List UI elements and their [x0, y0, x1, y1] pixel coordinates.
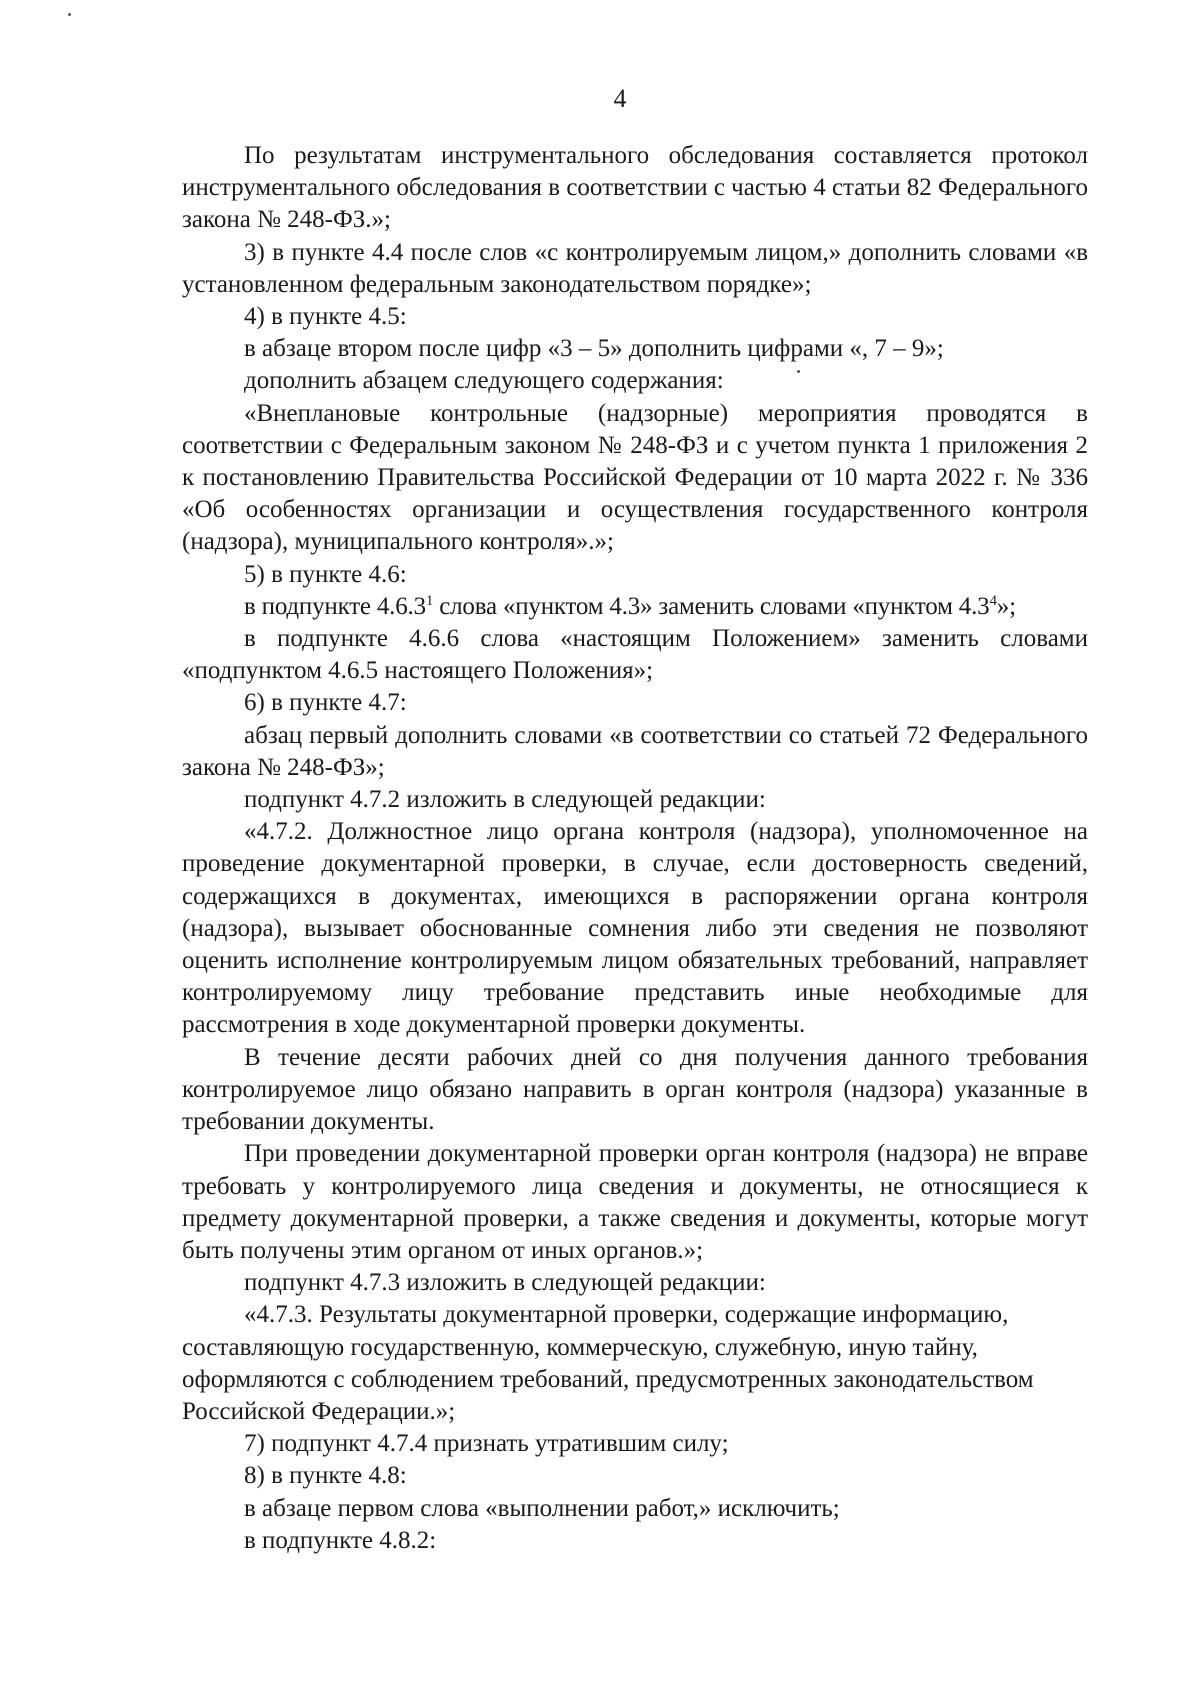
paragraph: В течение десяти рабочих дней со дня получения данного требования контролируемое лицо обязано направить в орган контроля (надзора) указанные в требовании документы. — [182, 1043, 1088, 1136]
superscript: 4 — [989, 592, 997, 609]
page-number: 4 — [613, 84, 627, 113]
scan-speck — [68, 13, 71, 16]
paragraph: «Внеплановые контрольные (надзорные) мероприятия проводятся в соответствии с Федеральным законом № 248-ФЗ и с учетом пункта 1 приложения 2 к постановлению Правительства Российской Федерации от 10 марта 2022 г. № 336 «Об особенностях организации и осуществления государственного контроля (надзора), муниципального контроля».»; — [182, 399, 1088, 556]
paragraph: 4) в пункте 4.5: — [244, 303, 407, 331]
paragraph: «4.7.2. Должностное лицо органа контроля (надзора), уполномоченное на проведение документарной проверки, в случае, если достоверность сведений, содержащихся в документах, имеющихся в распоряжении органа контроля (надзора), вызывает обоснованные сомнения либо эти сведения не позволяют оценить исполнение контролируемым лицом обязательных требований, направляет контролируемому лицу требование представить иные необходимые для рассмотрения в ходе документарной проверки документы. — [182, 818, 1088, 1039]
text-fragment: »; — [996, 592, 1016, 620]
paragraph: 6) в пункте 4.7: — [244, 689, 407, 717]
paragraph: подпункт 4.7.2 изложить в следующей редакции: — [244, 786, 766, 814]
paragraph: При проведении документарной проверки орган контроля (надзора) не вправе требовать у контролируемого лица сведения и документы, не относящиеся к предмету документарной проверки, а также сведения и документы, которые могут быть получены этим органом от иных органов.»; — [182, 1140, 1088, 1264]
paragraph: в абзаце первом слова «выполнении работ,» исключить; — [244, 1494, 840, 1522]
paragraph: дополнить абзацем следующего содержания: — [244, 367, 724, 395]
paragraph: в подпункте 4.8.2: — [244, 1526, 437, 1554]
paragraph: абзац первый дополнить словами «в соответствии со статьей 72 Федерального закона № 248-ФЗ»; — [182, 721, 1088, 781]
paragraph: 8) в пункте 4.8: — [244, 1462, 407, 1490]
paragraph — [182, 591, 1088, 623]
paragraph: 5) в пункте 4.6: — [244, 560, 407, 588]
text-fragment: слова «пунктом 4.3» заменить словами «пунктом 4.3 — [433, 592, 990, 620]
paragraph: подпункт 4.7.3 изложить в следующей редакции: — [244, 1269, 766, 1297]
paragraph: «4.7.3. Результаты документарной проверки, содержащие информацию, составляющую государственную, коммерческую, служебную, иную тайну, оформляются с соблюдением требований, предусмотренных законодательством Российской Федерации.»; — [182, 1301, 1034, 1425]
text-fragment: в подпункте 4.6.3 — [244, 592, 426, 620]
paragraph: в абзаце втором после цифр «3 – 5» дополнить цифрами «, 7 – 9»; — [244, 335, 944, 363]
document-body — [182, 140, 1088, 1557]
paragraph: 3) в пункте 4.4 после слов «с контролируемым лицом,» дополнить словами «в установленном федеральным законодательством порядке»; — [182, 238, 1088, 298]
superscript: 1 — [425, 592, 434, 609]
paragraph: в подпункте 4.6.6 слова «настоящим Положением» заменить словами «подпунктом 4.6.5 настоящего Положения»; — [182, 625, 1088, 685]
paragraph: По результатам инструментального обследования составляется протокол инструментального обследования в соответствии с частью 4 статьи 82 Федерального закона № 248-ФЗ.»; — [182, 142, 1088, 234]
paragraph: 7) подпункт 4.7.4 признать утратившим силу; — [244, 1430, 729, 1458]
